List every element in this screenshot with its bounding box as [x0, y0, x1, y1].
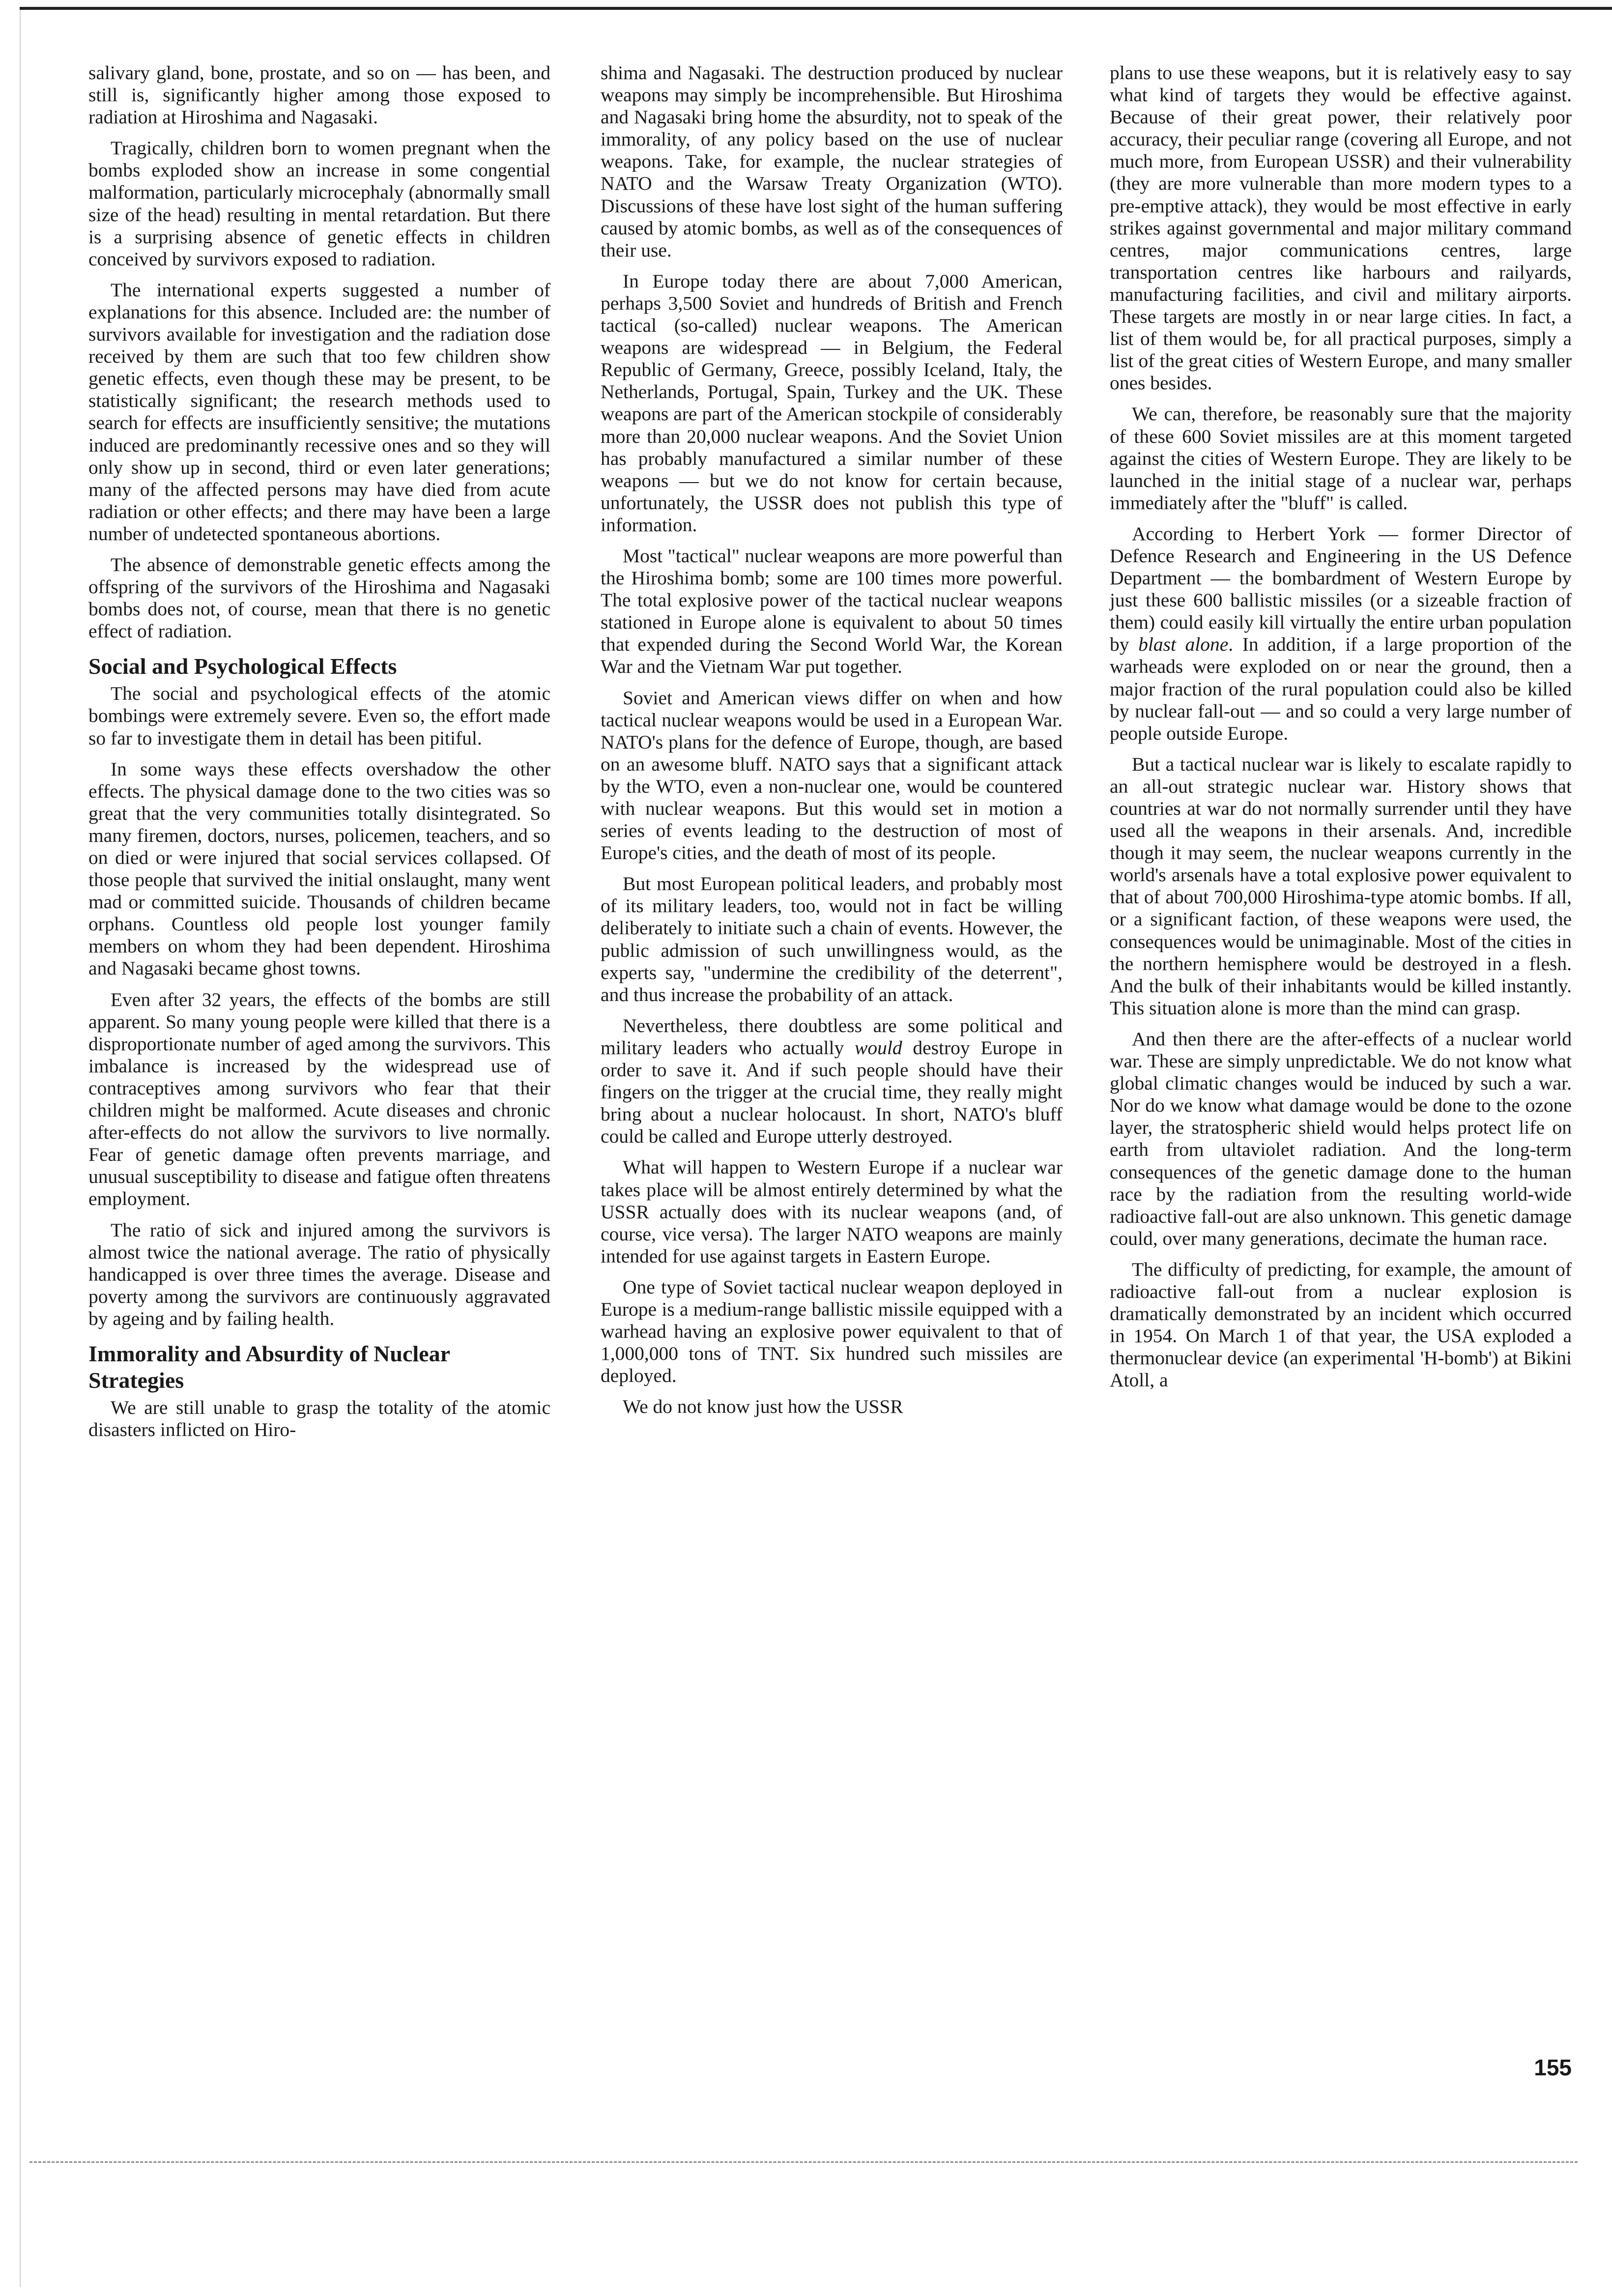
- top-rule: [20, 7, 1612, 10]
- paragraph: The international experts suggested a number of explanations for this absence. Included are: the number of survivors available for investigation and the radiation dose received by them are such that too few children show genetic effects, even though these may be present, to be statistically significant; the research methods used to search for effects are insufficiently sensitive; the mutations induced are predominantly recessive ones and so they will only show up in second, third or even later generations; many of the affected persons may have died from acute radiation or other effects; and there may have been a large number of undetected spontaneous abortions.: [88, 279, 550, 545]
- paragraph: salivary gland, bone, prostate, and so on — has been, and still is, significantly higher among those exposed to radiation at Hiroshima and Nagasaki.: [88, 62, 550, 128]
- column-1: [88, 62, 550, 1450]
- page-number: 155: [1534, 2055, 1572, 2080]
- text-run: destroy Europe in order to save it. And if such people should have their fingers on the trigger at the crucial time, they really might bring about a nuclear holocaust. In short, NATO's bluff could be called and Europe utterly destroyed.: [601, 1036, 1063, 1148]
- section-heading: Social and Psychological Effects: [88, 654, 397, 679]
- paragraph: The difficulty of predicting, for example, the amount of radioactive fall-out from a nuclear explosion is dramatically demonstrated by an incident which occurred in 1954. On March 1 of that year, the USA exploded a thermonuclear device (an experimental 'H-bomb') at Bikini Atoll, a: [1110, 1258, 1572, 1391]
- text-run: According to Herbert York — former Director of Defence Research and Engineering in the US Defence Department — the bombardment of Western Europe by just these 600 ballistic missiles (or a sizeable fraction of them) could easily kill virtually the entire urban population by: [1110, 522, 1572, 656]
- column-2: [601, 62, 1063, 1427]
- section-heading: Immorality and Absurdity of Nuclear Strategies: [88, 1341, 450, 1393]
- paragraph: But most European political leaders, and probably most of its military leaders, too, would not in fact be willing deliberately to initiate such a chain of events. However, the public admission of such unwillingness would, as the experts say, "undermine the credibility of the deterrent", and thus increase the probability of an attack.: [601, 873, 1063, 1005]
- paragraph: Soviet and American views differ on when and how tactical nuclear weapons would be used in a European War. NATO's plans for the defence of Europe, though, are based on an awesome bluff. NATO says that a significant attack by the WTO, even a non-nuclear one, would be countered with nuclear weapons. But this would set in motion a series of events leading to the destruction of most of Europe's cities, and the death of most of its people.: [601, 687, 1063, 864]
- column-3: [1110, 62, 1572, 1400]
- paragraph: plans to use these weapons, but it is relatively easy to say what kind of targets they would be effective against. Because of their great power, their relatively poor accuracy, their peculiar range (covering all Europe, and not much more, from European USSR) and their vulnerability (they are more vulnerable than more modern types to a pre-emptive attack), they would be most effective in early strikes against governmental and major military command centres, major communications centres, large transportation centres like harbours and railyards, manufacturing facilities, and civil and military airports. These targets are mostly in or near large cities. In fact, a list of them would be, for all practical purposes, simply a list of the great cities of Western Europe, and many smaller ones besides.: [1110, 62, 1572, 394]
- paragraph: Most "tactical" nuclear weapons are more powerful than the Hiroshima bomb; some are 100 times more powerful. The total explosive power of the tactical nuclear weapons stationed in Europe alone is equivalent to about 50 times that expended during the Second World War, the Korean War and the Vietnam War put together.: [601, 545, 1063, 678]
- emphasis: blast alone: [1138, 633, 1229, 656]
- paragraph: We can, therefore, be reasonably sure that the majority of these 600 Soviet missiles are at this moment targeted against the cities of Western Europe. They are likely to be launched in the initial stage of a nuclear war, perhaps immediately after the "bluff" is called.: [1110, 403, 1572, 514]
- paragraph: In some ways these effects overshadow the other effects. The physical damage done to the two cities was so great that the very communities totally disintegrated. So many firemen, doctors, nurses, policemen, teachers, and so on died or were injured that social services collapsed. Of those people that survived the initial onslaught, many went mad or committed suicide. Thousands of children became orphans. Countless old people lost younger family members on whom they had been dependent. Hiroshima and Nagasaki became ghost towns.: [88, 758, 550, 979]
- paragraph: Even after 32 years, the effects of the bombs are still apparent. So many young people were killed that there is a disproportionate number of aged among the survivors. This imbalance is increased by the widespread use of contraceptives among survivors who fear that their children might be malformed. Acute diseases and chronic after-effects do not allow the survivors to live normally. Fear of genetic damage often prevents marriage, and unusual susceptibility to disease and fatigue often threatens employment.: [88, 988, 550, 1210]
- paragraph: The ratio of sick and injured among the survivors is almost twice the national average. The ratio of physically handicapped is over three times the average. Disease and poverty among the survivors are continuously aggravated by ageing and by failing health.: [88, 1219, 550, 1329]
- paragraph: What will happen to Western Europe if a nuclear war takes place will be almost entirely determined by what the USSR actually does with its nuclear weapons (and, of course, vice versa). The larger NATO weapons are mainly intended for use against targets in Eastern Europe.: [601, 1156, 1063, 1267]
- paragraph: And then there are the after-effects of a nuclear world war. These are simply unpredictable. We do not know what global climatic changes would be induced by such a war. Nor do we know what damage would be done to the ozone layer, the stratospheric shield would helps protect life on earth from ultaviolet radiation. And the long-term consequences of the genetic damage done to the human race by the radiation from the resulting world-wide radioactive fall-out are also unknown. This genetic damage could, over many generations, decimate the human race.: [1110, 1028, 1572, 1249]
- paragraph: In Europe today there are about 7,000 American, perhaps 3,500 Soviet and hundreds of British and French tactical (so-called) nuclear weapons. The American weapons are widespread — in Belgium, the Federal Republic of Germany, Greece, possibly Iceland, Italy, the Netherlands, Portugal, Spain, Turkey and the UK. These weapons are part of the American stockpile of considerably more than 20,000 nuclear weapons. And the Soviet Union has probably manufactured a similar number of these weapons — but we do not know for certain because, unfortunately, the USSR does not publish this type of information.: [601, 270, 1063, 536]
- paragraph: Tragically, children born to women pregnant when the bombs exploded show an increase in some congential malformation, particularly microcephaly (abnormally small size of the head) resulting in mental retardation. But there is a surprising absence of genetic effects in children conceived by survivors exposed to radiation.: [88, 137, 550, 270]
- paragraph: [1110, 523, 1572, 745]
- paragraph: One type of Soviet tactical nuclear weapon deployed in Europe is a medium-range ballistic missile equipped with a warhead having an explosive power equivalent to that of 1,000,000 tons of TNT. Six hundred such missiles are deployed.: [601, 1276, 1063, 1387]
- page-edge-shadow: [20, 7, 21, 2287]
- paragraph: But a tactical nuclear war is likely to escalate rapidly to an all-out strategic nuclear war. History shows that countries at war do not normally surrender until they have used all the weapons in their arsenals. And, incredible though it may seem, the nuclear weapons currently in the world's arsenals have a total explosive power equivalent to that of about 700,000 Hiroshima-type atomic bombs. If all, or a significant faction, of these weapons were used, the consequences would be unimaginable. Most of the cities in the northern hemisphere would be destroyed in a flesh. And the bulk of their inhabitants would be killed instantly. This situation alone is more than the mind can grasp.: [1110, 753, 1572, 1019]
- paragraph: We are still unable to grasp the totality of the atomic disasters inflicted on Hiro-: [88, 1396, 550, 1441]
- paragraph: The absence of demonstrable genetic effects among the offspring of the survivors of the Hiroshima and Nagasaki bombs does not, of course, mean that there is no genetic effect of radiation.: [88, 553, 550, 642]
- paragraph: We do not know just how the USSR: [623, 1396, 903, 1418]
- emphasis: would: [855, 1036, 902, 1059]
- text-run: Nevertheless, there doubtless are some political and military leaders who actually: [601, 1014, 1063, 1059]
- bottom-rule: [29, 2161, 1578, 2163]
- text-run: . In addition, if a large proportion of the warheads were exploded on or near the ground, then a major fraction of the rural population could also be killed by nuclear fall-out — and so could a very large number of people outside Europe.: [1110, 633, 1572, 744]
- paragraph: shima and Nagasaki. The destruction produced by nuclear weapons may simply be incomprehensible. But Hiroshima and Nagasaki bring home the absurdity, not to speak of the immorality, of any policy based on the use of nuclear weapons. Take, for example, the nuclear strategies of NATO and the Warsaw Treaty Organization (WTO). Discussions of these have lost sight of the human suffering caused by atomic bombs, as well as of the consequences of their use.: [601, 62, 1063, 261]
- paragraph: [601, 1015, 1063, 1148]
- paragraph: The social and psychological effects of the atomic bombings were extremely severe. Even so, the effort made so far to investigate them in detail has been pitiful.: [88, 683, 550, 749]
